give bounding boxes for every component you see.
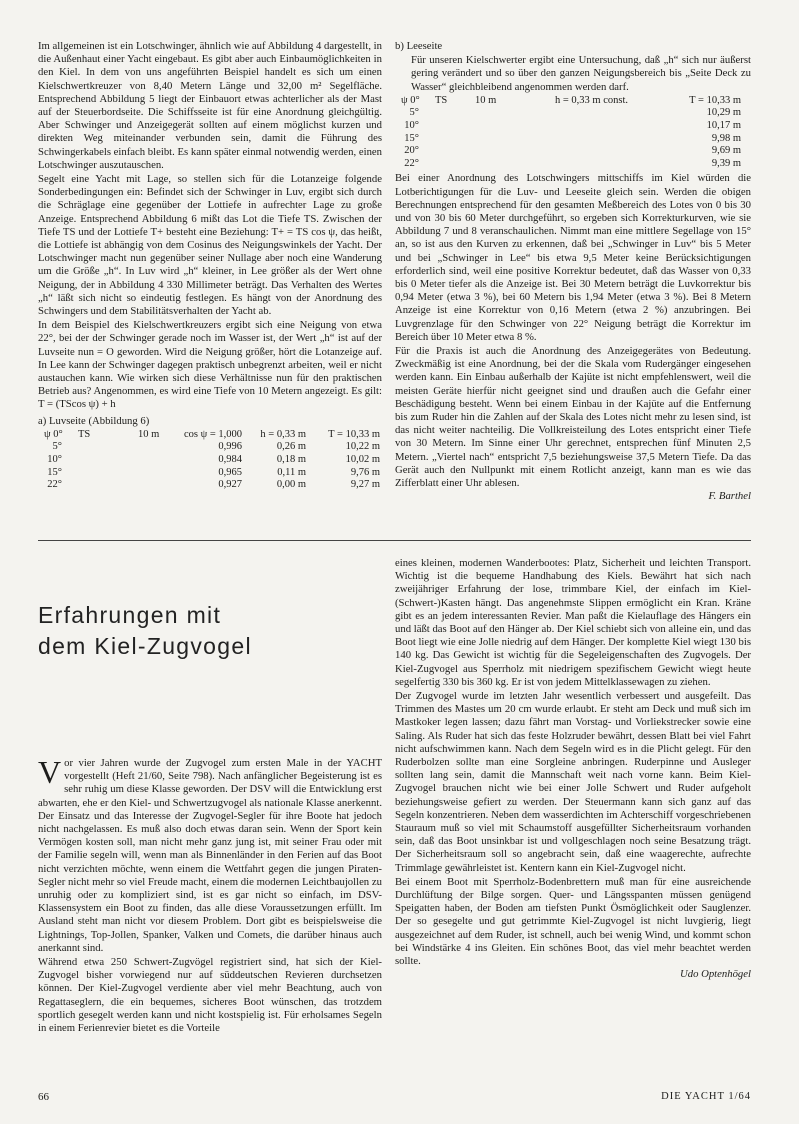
article-zugvogel-column-right [395, 557, 751, 982]
table-row: 22° 0,927 0,00 m 9,27 m [47, 479, 380, 491]
table-row: 15° 0,965 0,11 m 9,76 m [47, 466, 380, 478]
article-lot-column-right [395, 40, 751, 503]
paragraph: Segelt eine Yacht mit Lage, so stellen sich für die Lotanzeige folgende Sonderbedingungen ein: Befindet sich der Schwinger in Luv, ergibt sich durch die Schräglage eine gegenüber der Lottiefe in aufrechter Lage zu große Anzeige. Entsprechend Abbildung 6 mißt das Lot die Tiefe TS. Zwischen der Tiefe TS und der Lottiefe T+ besteht eine Beziehung: T+ = TS cos ψ, das heißt, die Lottiefe ist abhängig von dem Cosinus des Neigungswinkels der Yacht. Der Lotschwinger macht nun gegenüber seiner Nullage aber noch eine Wanderung um die Größe „h“. In Luv wird „h“ kleiner, in Lee größer als der Wert ohne Neigung, der in Abbildung 4 330 Millimeter beträgt. Das Verhalten des Wertes „h“ läßt sich nicht so eindeutig festlegen. Es hängt von der Anordnung des Schwingers und dem Stabilitätsverhalten der Yacht ab. [38, 173, 382, 318]
table-row: 10° 10,17 m [404, 120, 741, 131]
table-leeseite [401, 95, 741, 171]
article-zugvogel-column-left [38, 754, 382, 1035]
headline-line-1: Erfahrungen mit [38, 602, 222, 628]
article-lot-column-left [38, 40, 382, 494]
table-title-leeseite: b) Leeseite [395, 40, 443, 52]
table-row: ψ 0° TS 10 m h = 0,33 m const. T = 10,33 m [401, 94, 741, 106]
paragraph: Bei einem Boot mit Sperrholz-Bodenbrettern muß man für eine ausreichende Durchlüftung der Bilge sorgen. Quer- und Längsspanten müssen genügend Speigatten haben, der Boden am tiefsten Punkt Ösmöglichkeit oder Sauglenzer. Der so gesegelte und gut getrimmte Kiel-Zugvogel ist nicht luvgierig, liegt ausgezeichnet auf dem Ruder, ist schnell, auch bei wenig Wind, und kommt schon bei Windstärke 4 ins Gleiten. Ein schönes Boot, das viel mehr beachtet werden sollte. [395, 875, 751, 968]
section-divider [38, 540, 751, 541]
table-row: 20° 9,69 m [404, 145, 741, 157]
table-row: 22° 9,39 m [404, 157, 741, 169]
paragraph: Bei einer Anordnung des Lotschwingers mittschiffs im Kiel würden die Lotberichtigungen für die Luv- und Leeseite gleich sein. Werden die obigen Berechnungen entsprechend für den gesamten Meßbereich des Lotes von 0 bis 30 und von 30 bis 60 Meter durchgeführt, so ergeben sich Korrekturkurven, wie sie Abbildung 7 und 8 veranschaulichen. Nimmt man eine mittlere Segellage von 15° an, so ist aus den Kurven zu erkennen, daß bei „Schwinger in Luv“ bis 5 Meter und bei „Schwinger in Lee“ bis etwa 9,5 Meter keine Berücksichtigungen erforderlich sind, weil eine positive Korrektur bedeutet, daß das Wasser von 0,33 bis 0 Meter tiefer als die Anzeige ist. Bei 30 Metern beträgt die Luvkorrektur bis 0,94 Meter (etwa 3 %), bei 60 Metern bis 1,94 Meter (etwa 3 %). Bei 8 Metern Anzeige ist eine Korrektur von 0,16 Metern (etwa 2 %) anzubringen. Bei Luvgrenzlage für den Schwinger von 22° Neigung beträgt die Korrektur im Bereich über 10 Meter etwa 8 %. [395, 172, 751, 343]
table-row: 10° 0,984 0,18 m 10,02 m [47, 454, 380, 466]
table-row: 5° 0,996 0,26 m 10,22 m [52, 441, 380, 453]
author-signature: Udo Optenhögel [680, 968, 751, 981]
page-number: 66 [38, 1091, 49, 1103]
table-luvseite [44, 429, 380, 492]
paragraph: eines kleinen, modernen Wanderbootes: Platz, Sicherheit und leichten Transport. Wichtig ist die bequeme Handhabung des Kiels. Bewährt hat sich nach zweijähriger Erfahrung der lose, trimmbare Kiel, der einfach im Kiel-(Schwert-)Kasten hängt. Das angenehmste Slippen ermöglicht ein Kran. Kräne gibt es an jedem interessanten Revier. Man paßt die Kielauflage des Hängers ein und läßt das Boot auf den Hänger ab. Der Kiel schiebt sich von alleine ein, und das Boot liegt wie eine Jolle niedrig auf dem Hänger. Der komplette Kiel wiegt 130 bis 140 kg. Das Gewicht ist wichtig für die Segeleigenschaften des Zugvogels. Der Kiel-Zugvogel aus Sperrholz mit niedrigem spezifischem Gewicht wiegt heute segelfertig 330 bis 360 kg. Er ist von jedem Mittelklassewagen zu ziehen. [395, 557, 751, 688]
paragraph: Für die Praxis ist auch die Anordnung des Anzeigegerätes von Bedeutung. Zweckmäßig ist eine Anordnung, bei der die Skala vom Rudergänger eingesehen werden kann. Ein Einbau außerhalb der Kajüte ist nicht empfehlenswert, weil die meisten Geräte hierfür nicht geeignet sind und draußen auch die Gefahr einer Beschädigung besteht. Wenn bei einem Einbau in der Kajüte auf die Entfernung bis zum Ruder hin die Zahlen auf der Skala des Lotes nicht mehr zu lesen sind, ist das nicht weiter nachteilig. Die Vollkreisteilung des Lotes entspricht einer Tiefe von 30 Metern. Im Sinne einer Uhr gerechnet, entsprechen fünf Minuten 2,5 Metern. „Viertel nach“ entspricht 7,5 beziehungsweise 37,5 Metern Tiefe. Da das Gerät auch den Nullpunkt mit einem Rotlicht anzeigt, kann man es wie das Zifferblatt einer Uhr ablesen. [395, 345, 751, 490]
drop-cap: V [38, 754, 62, 790]
paragraph: Der Zugvogel wurde im letzten Jahr wesentlich verbessert und ausgefeilt. Das Trimmen des Mastes um 20 cm wurde erlaubt. Er steht am Deck und muß sich im Mastkoker legen lassen; dazu fährt man Vorstag- und Vorliekstrecker sowie eine Saling. Als Ruder hat sich das feste Holzruder bewährt, dessen Blatt bei viel Fahrt nicht aufschwimmen kann. Nach dem Segeln wird es in die Plicht gelegt. Für den Ruderbolzen sollte man eine Sorgleine anbringen. Ruderpinne und Ausleger sollten lang sein, damit die Mannschaft weit nach vorne kann. Beim Kiel-Zugvogel brauchen nicht wie bei einer Jolle Schwert und Ruder aufgeholt beziehungsweise gefiert zu werden. Der Steuermann kann sich ganz auf das Segeln konzentrieren. Neben dem wasserdichten im Achterschiff vorgeschriebenen Stauraum muß so viel mit Schaumstoff ausgefüllter Sicherheitsraum vorhanden sein, daß das Boot unsinkbar ist und vollgeschlagen noch seine Besatzung trägt. Der Sicherheitsraum soll so angebracht sein, daß eine waagerechte, aufrechte Trimmlage gewährleistet ist. Kentern kann ein Kiel-Zugvogel nicht. [395, 690, 751, 874]
magazine-issue: DIE YACHT 1/64 [661, 1091, 751, 1102]
paragraph: Im allgemeinen ist ein Lotschwinger, ähnlich wie auf Abbildung 4 dargestellt, in die Außenhaut einer Yacht eingebaut. Es gibt aber auch Einbaumöglichkeiten in den Kiel. In dem von uns angeführten Beispiel handelt es sich um einen Kielschwertkreuzer von 8,40 Metern Länge und 32,00 m² Segelfläche. Entsprechend Abbildung 5 liegt der Einbauort etwas achterlicher als der Mast auf der Steuerbordseite. Die Schiffsseite ist für eine Anordnung gleichgültig. Aber Schwinger und Anzeigegerät sollten auf einem möglichst kurzen und direkten Weg miteinander verbunden sein, damit die Führung des Schwingerkabels einfach bleibt. Es kann später einmal notwendig werden, einen Lotschwinger auszutauschen. [38, 40, 382, 171]
table-row: ψ 0° TS 10 m cos ψ = 1,000 h = 0,33 m T = 10,33 m [44, 428, 380, 440]
article-headline [38, 600, 368, 662]
headline-line-2: dem Kiel-Zugvogel [38, 633, 252, 659]
paragraph: Für unseren Kielschwerter ergibt eine Untersuchung, daß „h“ sich nur äußerst gering verändert und so über den ganzen Neigungsbereich bis „Seite Deck zu Wasser“ gleichbleibend angenommen werden darf. [411, 54, 751, 93]
author-signature: F. Barthel [708, 490, 751, 503]
table-row: 15° 9,98 m [404, 132, 741, 144]
paragraph: In dem Beispiel des Kielschwertkreuzers ergibt sich eine Neigung von etwa 22°, bei der der Schwinger gerade noch im Wasser ist, der Wert „h“ ist auf der Luvseite nun = O geworden. Wird die Neigung größer, hört die Lotanzeige auf. In Lee kann der Schwinger dagegen praktisch unbegrenzt arbeiten, weil er nicht austauchen kann. Wie wirken sich diese Verhältnisse nun für den praktischen Betrieb aus? Angenommen, es wird eine Tiefe von 10 Metern angezeigt. Es gilt: T = (TScos ψ) + h [38, 319, 382, 411]
paragraph: Während etwa 250 Schwert-Zugvögel registriert sind, hat sich der Kiel-Zugvogel bisher vorwiegend nur auf süddeutschen Revieren durchsetzen können. Der Kiel-Zugvogel verdiente aber viel mehr Beachtung, auch von Regattaseglern, die ein bequemes, sicheres Boot wünschen, das trotzdem sportlich gesegelt werden kann und nicht kostspielig ist. Für erholsames Segeln in einem Ferienrevier bietet es die Vorteile [38, 956, 382, 1035]
paragraph: Vor vier Jahren wurde der Zugvogel zum ersten Male in der YACHT vorgestellt (Heft 21/60, Seite 798). Nach anfänglicher Begeisterung ist es sehr ruhig um diese Klasse geworden. Der DSV will die Entwicklung erst abwarten, ehe er den Kiel- und Schwertzugvogel als nationale Klasse anerkennt. Der Einsatz und das Interesse der Zugvogel-Segler für ihre Boote hat jedoch nicht nachgelassen. Es muß also doch etwas daran sein. Wenn der Sport kein Vermögen kosten soll, man nicht mehr ganz jung ist, mit seiner Frau oder mit der Familie segeln will, wenn man als Binnenländer in den Ferien auf das Boot nicht verzichten möchte, wenn einem die Wettfahrt gegen die jungen Piraten-Segler nicht mehr so viel Freude macht, einem die modernen Leichtbaujollen zu unruhig oder zu kompliziert sind, ist es gar nicht so einfach, im DSV-Klassensystem ein Boot zu finden, das alle diese Voraussetzungen erfüllt. Im Ausland steht man nicht vor diesem Problem. Dort gibt es beispielsweise die Lightnings, Top-Jollen, Spanker, Valken und Comets, die darüber hinaus auch anerkannt sind. [38, 754, 382, 954]
table-title-luvseite: a) Luvseite (Abbildung 6) [38, 414, 150, 427]
table-row: 5° 10,29 m [409, 107, 741, 119]
